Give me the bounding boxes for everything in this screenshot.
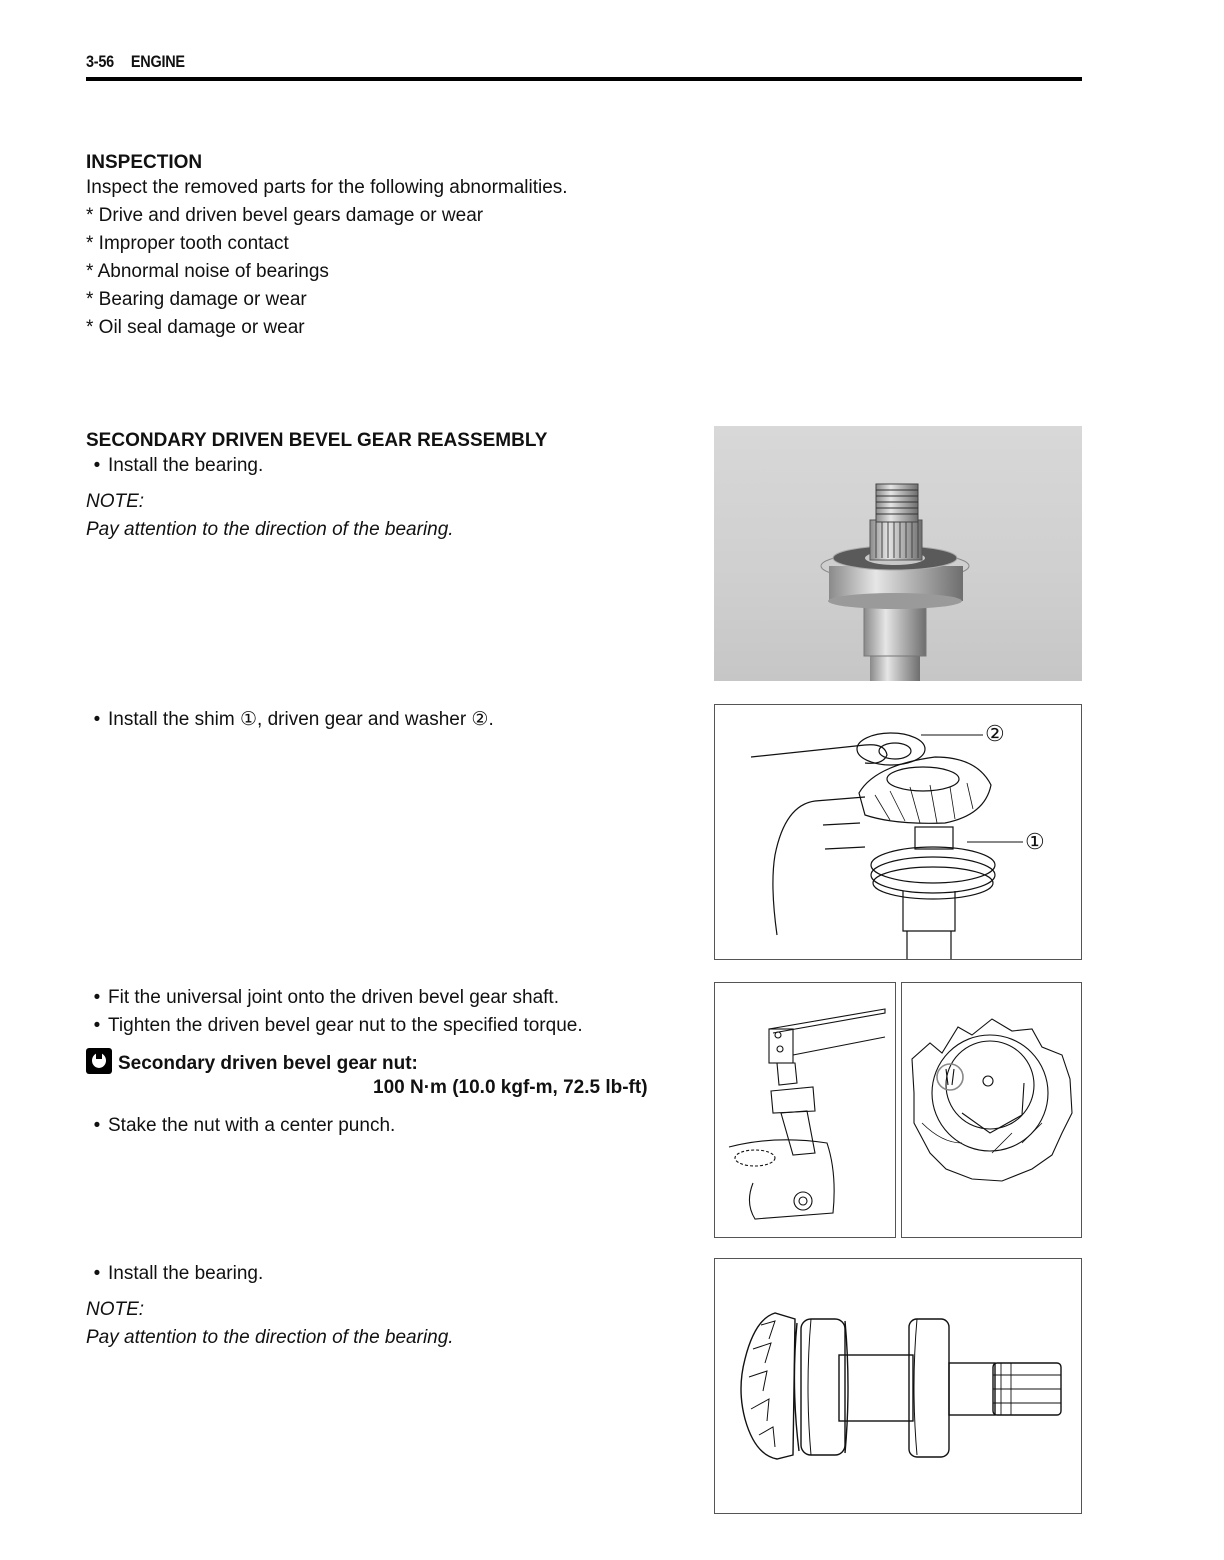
callout-1: ① [1025,829,1045,854]
callout-2: ② [985,721,1005,746]
bullet-icon: • [93,987,101,1008]
inspection-item: * Bearing damage or wear [86,289,307,310]
step1-bullet: • Install the bearing. [86,452,263,480]
note-label: NOTE: [86,491,145,512]
torque-wrench-figure [714,982,896,1238]
page-number: 3-56 [86,52,114,71]
inspection-heading: INSPECTION [86,152,203,173]
reassembly-heading: SECONDARY DRIVEN BEVEL GEAR REASSEMBLY [86,430,548,451]
staked-nut-figure [901,982,1082,1238]
bullet-icon: • [93,1015,101,1036]
bullet-icon: • [93,1115,101,1136]
bullet-icon: • [93,709,101,730]
bearing-photo [714,426,1082,681]
step2-bullet: • Install the shim ①, driven gear and washer ②. [86,706,494,734]
driven-gear-shaft-illustration-icon [715,1259,1081,1513]
bullet-icon: • [93,455,101,476]
inspection-item: * Improper tooth contact [86,233,289,254]
header-rule [86,77,1082,81]
step4-bullet: • Install the bearing. [86,1260,263,1288]
shaft-bearing-photo-icon [714,426,1082,681]
note-label: NOTE: [86,1299,145,1320]
torque-value: 100 N·m (10.0 kgf-m, 72.5 lb-ft) [373,1077,648,1098]
shim-washer-figure [714,704,1082,960]
torque-label: Secondary driven bevel gear nut: [118,1053,418,1074]
step3-stake-bullet: • Stake the nut with a center punch. [86,1112,395,1140]
inspection-item: * Oil seal damage or wear [86,317,305,338]
torque-wrench-icon [86,1048,112,1074]
bevel-gear-top-illustration-icon [902,983,1081,1237]
step3-bullet: • Tighten the driven bevel gear nut to the specified torque. [86,1012,583,1040]
note-text: Pay attention to the direction of the bearing. [86,1327,454,1348]
note-text: Pay attention to the direction of the bearing. [86,519,454,540]
step3-bullet: • Fit the universal joint onto the driven bevel gear shaft. [86,984,559,1012]
section-name: ENGINE [130,52,185,71]
bullet-icon: • [93,1263,101,1284]
torque-spec [86,1048,418,1075]
wrench-illustration-icon [715,983,895,1237]
inspection-item: * Drive and driven bevel gears damage or wear [86,205,484,226]
header-title [86,52,933,72]
shaft-assembly-figure [714,1258,1082,1514]
inspection-intro: Inspect the removed parts for the following abnormalities. [86,177,568,198]
page-header [86,52,1082,72]
inspection-item: * Abnormal noise of bearings [86,261,329,282]
